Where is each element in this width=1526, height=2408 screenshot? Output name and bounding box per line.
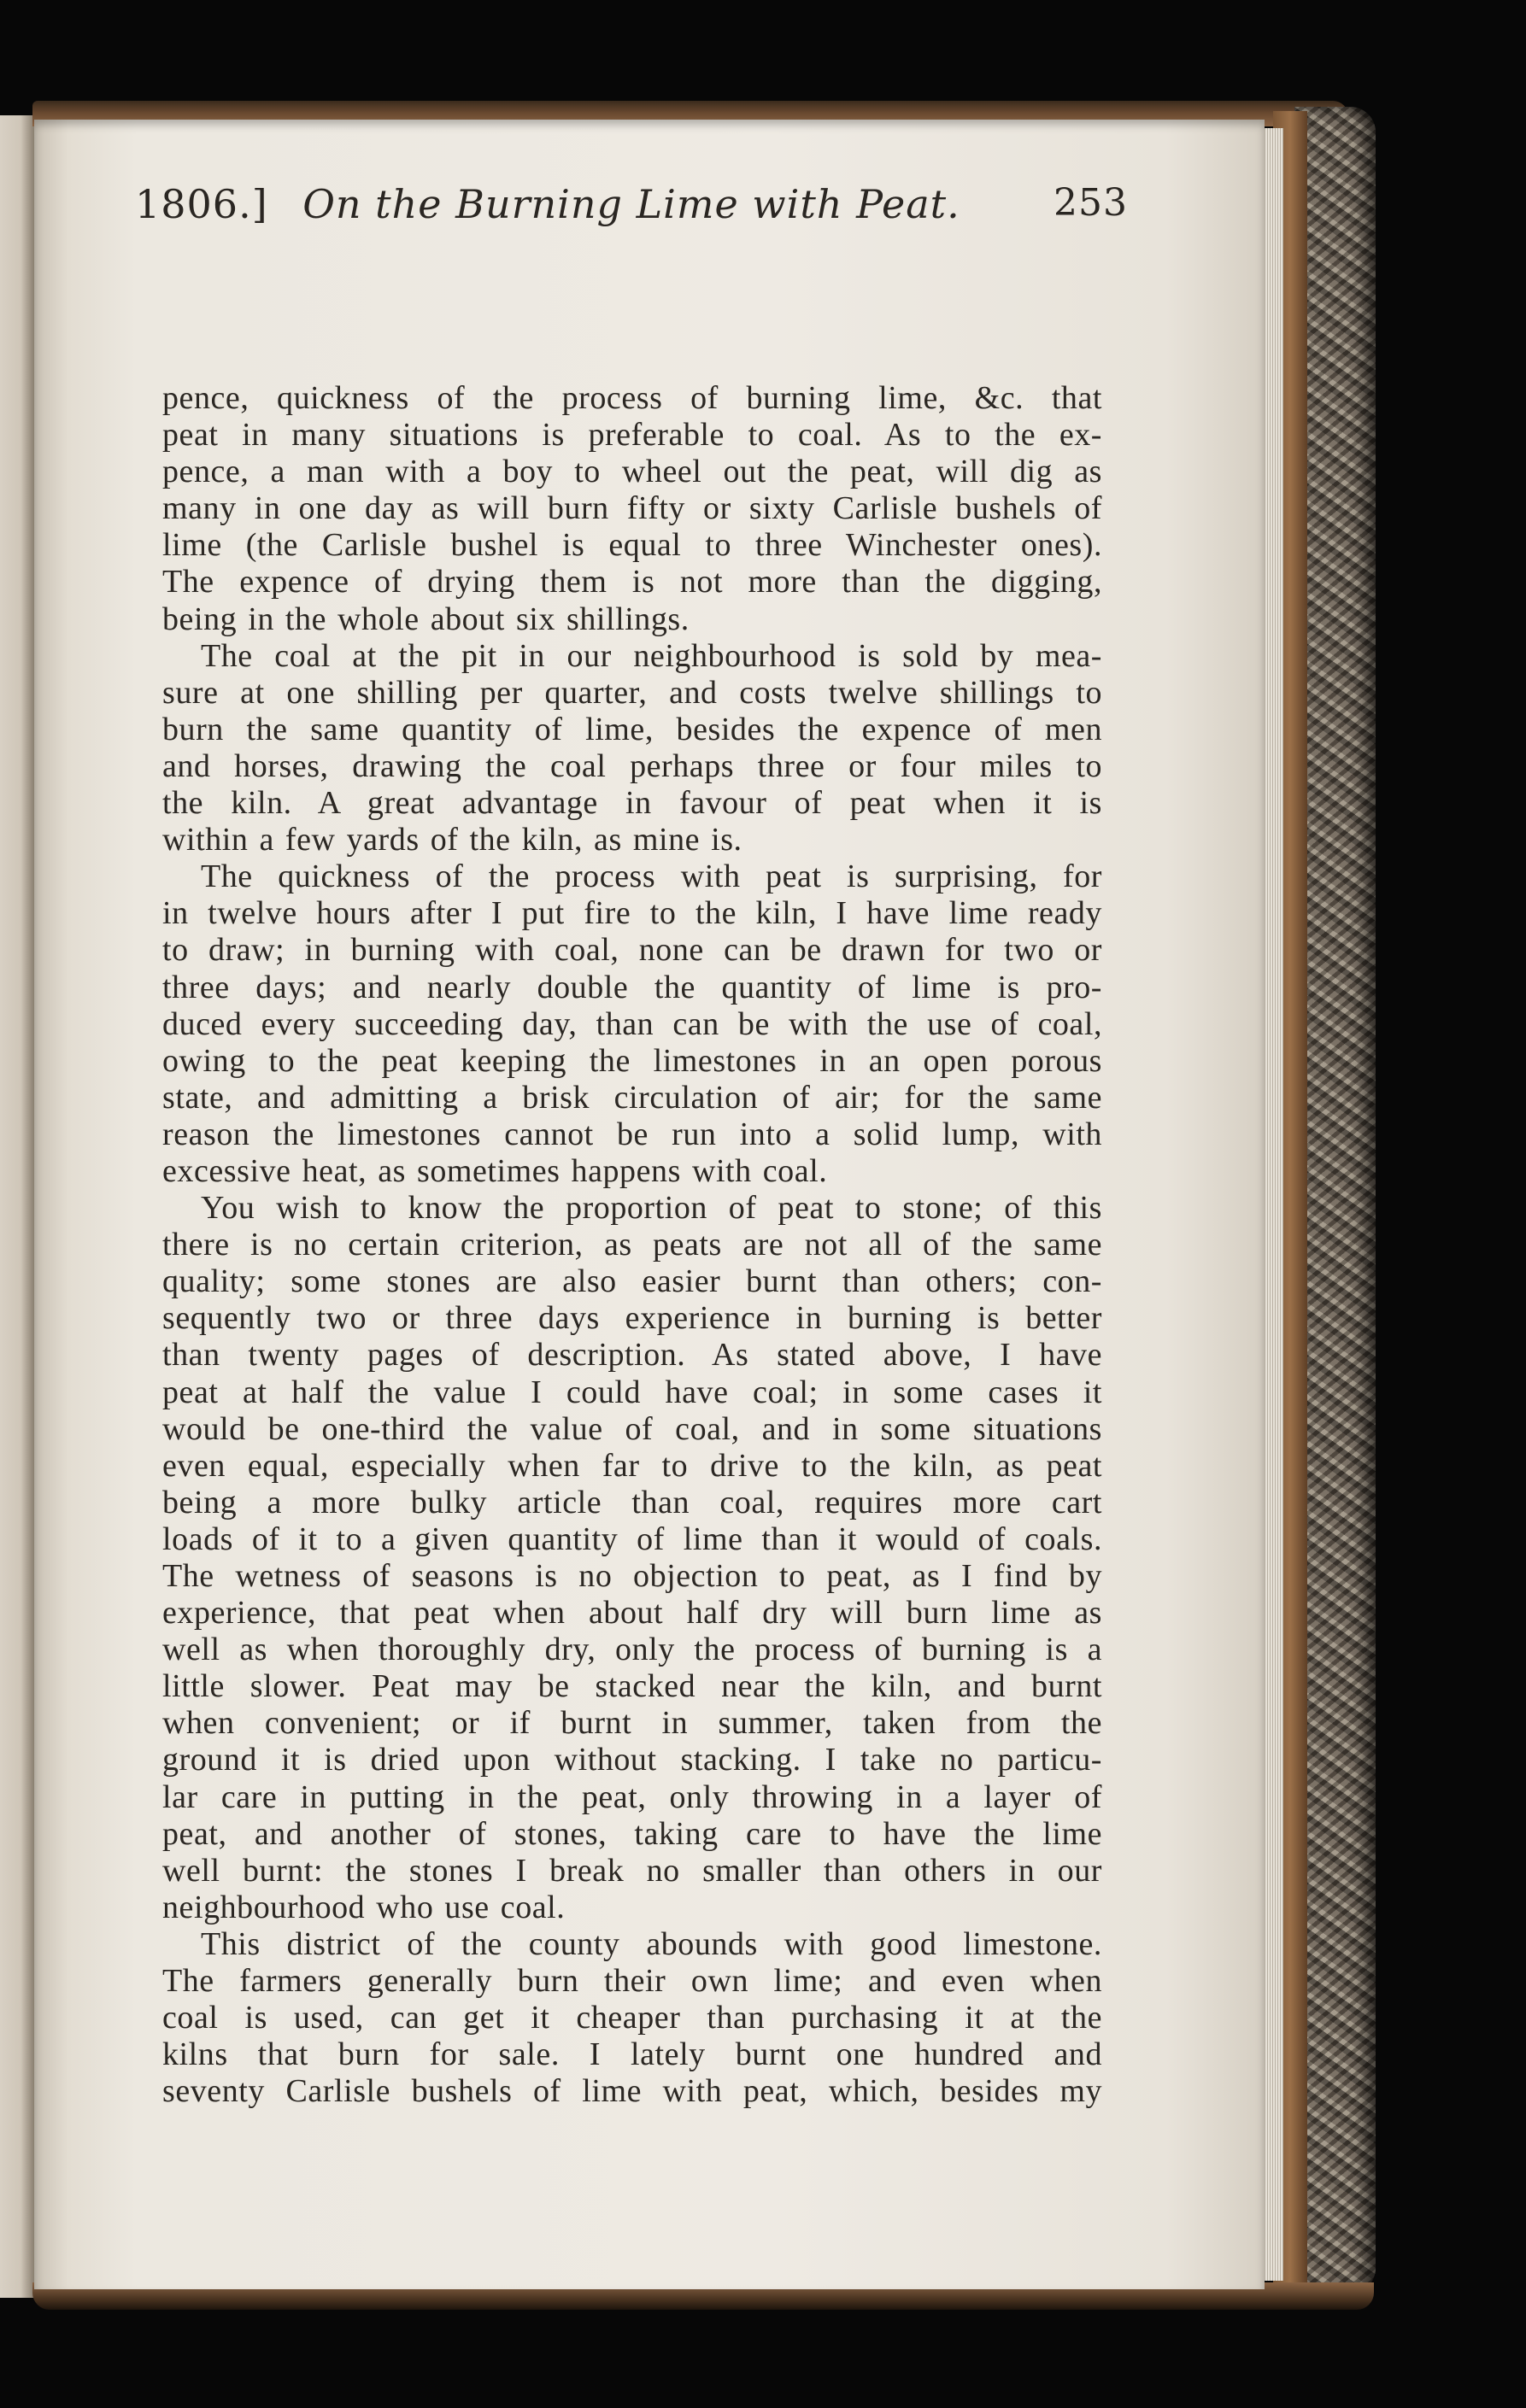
text-line: owing to the peat keeping the limestones in an open porous: [162, 1042, 1102, 1079]
text-line: well as when thoroughly dry, only the process of burning is a: [162, 1632, 1102, 1668]
text-line: The expence of drying them is not more than the digging,: [162, 564, 1102, 601]
text-line: quality; some stones are also easier burnt than others; con-: [162, 1263, 1102, 1300]
text-line: many in one day as will burn fifty or sixty Carlisle bushels of: [162, 490, 1102, 527]
text-line: seventy Carlisle bushels of lime with peat, which, besides my: [162, 2073, 1102, 2110]
text-line: pence, quickness of the process of burning lime, &c. that: [162, 380, 1102, 416]
running-head: [135, 181, 1128, 241]
text-line: reason the limestones cannot be run into a solid lump, with: [162, 1116, 1102, 1152]
text-line: and horses, drawing the coal perhaps three or four miles to: [162, 747, 1102, 784]
facing-page-edge: [0, 115, 34, 2298]
text-line: there is no certain criterion, as peats are not all of the same: [162, 1227, 1102, 1263]
text-line: when convenient; or if burnt in summer, taken from the: [162, 1705, 1102, 1742]
paragraph-first-line: This district of the county abounds with good limestone.: [201, 1925, 1102, 1962]
text-line: sequently two or three days experience in burning is better: [162, 1300, 1102, 1337]
text-line: being in the whole about six shillings.: [162, 601, 690, 637]
text-line: even equal, especially when far to drive to the kiln, as peat: [162, 1447, 1102, 1484]
text-line: excessive heat, as sometimes happens with coal.: [162, 1152, 828, 1189]
text-line: three days; and nearly double the quantity of lime is pro-: [162, 969, 1102, 1005]
page-number: 253: [1054, 181, 1128, 225]
paragraph-first-line: You wish to know the proportion of peat to stone; of this: [201, 1190, 1102, 1227]
text-line: ground it is dried upon without stacking. I take no particu-: [162, 1742, 1102, 1778]
body-text: [162, 380, 1102, 2110]
text-line: in twelve hours after I put fire to the kiln, I have lime ready: [162, 895, 1102, 932]
text-line: kilns that burn for sale. I lately burnt one hundred and: [162, 2036, 1102, 2073]
text-line: within a few yards of the kiln, as mine is.: [162, 822, 742, 858]
text-line: pence, a man with a boy to wheel out the peat, will dig as: [162, 454, 1102, 490]
text-line: state, and admitting a brisk circulation of air; for the same: [162, 1079, 1102, 1116]
text-line: sure at one shilling per quarter, and costs twelve shillings to: [162, 674, 1102, 711]
text-line: well burnt: the stones I break no smaller than others in our: [162, 1852, 1102, 1889]
text-line: would be one-third the value of coal, and in some situations: [162, 1410, 1102, 1447]
text-line: peat, and another of stones, taking care to have the lime: [162, 1815, 1102, 1852]
text-line: being a more bulky article than coal, requires more cart: [162, 1484, 1102, 1520]
text-line: than twenty pages of description. As stated above, I have: [162, 1337, 1102, 1374]
text-line: burn the same quantity of lime, besides the expence of men: [162, 711, 1102, 747]
text-line: little slower. Peat may be stacked near the kiln, and burnt: [162, 1668, 1102, 1705]
paragraph-first-line: The coal at the pit in our neighbourhood is sold by mea-: [201, 637, 1102, 674]
text-line: to draw; in burning with coal, none can be drawn for two or: [162, 932, 1102, 969]
text-line: peat at half the value I could have coal; in some cases it: [162, 1374, 1102, 1410]
text-line: coal is used, can get it cheaper than purchasing it at the: [162, 2000, 1102, 2036]
running-head-title: On the Burning Lime with Peat.: [302, 181, 960, 227]
text-line: The wetness of seasons is no objection to peat, as I find by: [162, 1558, 1102, 1594]
page-stack-edges: [1263, 128, 1283, 2281]
text-line: the kiln. A great advantage in favour of peat when it is: [162, 785, 1102, 822]
text-line: lar care in putting in the peat, only throwing in a layer of: [162, 1778, 1102, 1815]
running-head-year: 1806.]: [135, 181, 268, 227]
text-line: peat in many situations is preferable to coal. As to the ex-: [162, 417, 1102, 454]
text-line: neighbourhood who use coal.: [162, 1889, 566, 1925]
text-line: lime (the Carlisle bushel is equal to three Winchester ones).: [162, 527, 1102, 564]
text-line: loads of it to a given quantity of lime than it would of coals.: [162, 1520, 1102, 1557]
paragraph-first-line: The quickness of the process with peat is surprising, for: [201, 858, 1102, 895]
text-line: experience, that peat when about half dry will burn lime as: [162, 1595, 1102, 1632]
text-line: duced every succeeding day, than can be with the use of coal,: [162, 1005, 1102, 1042]
text-line: The farmers generally burn their own lime; and even when: [162, 1963, 1102, 2000]
